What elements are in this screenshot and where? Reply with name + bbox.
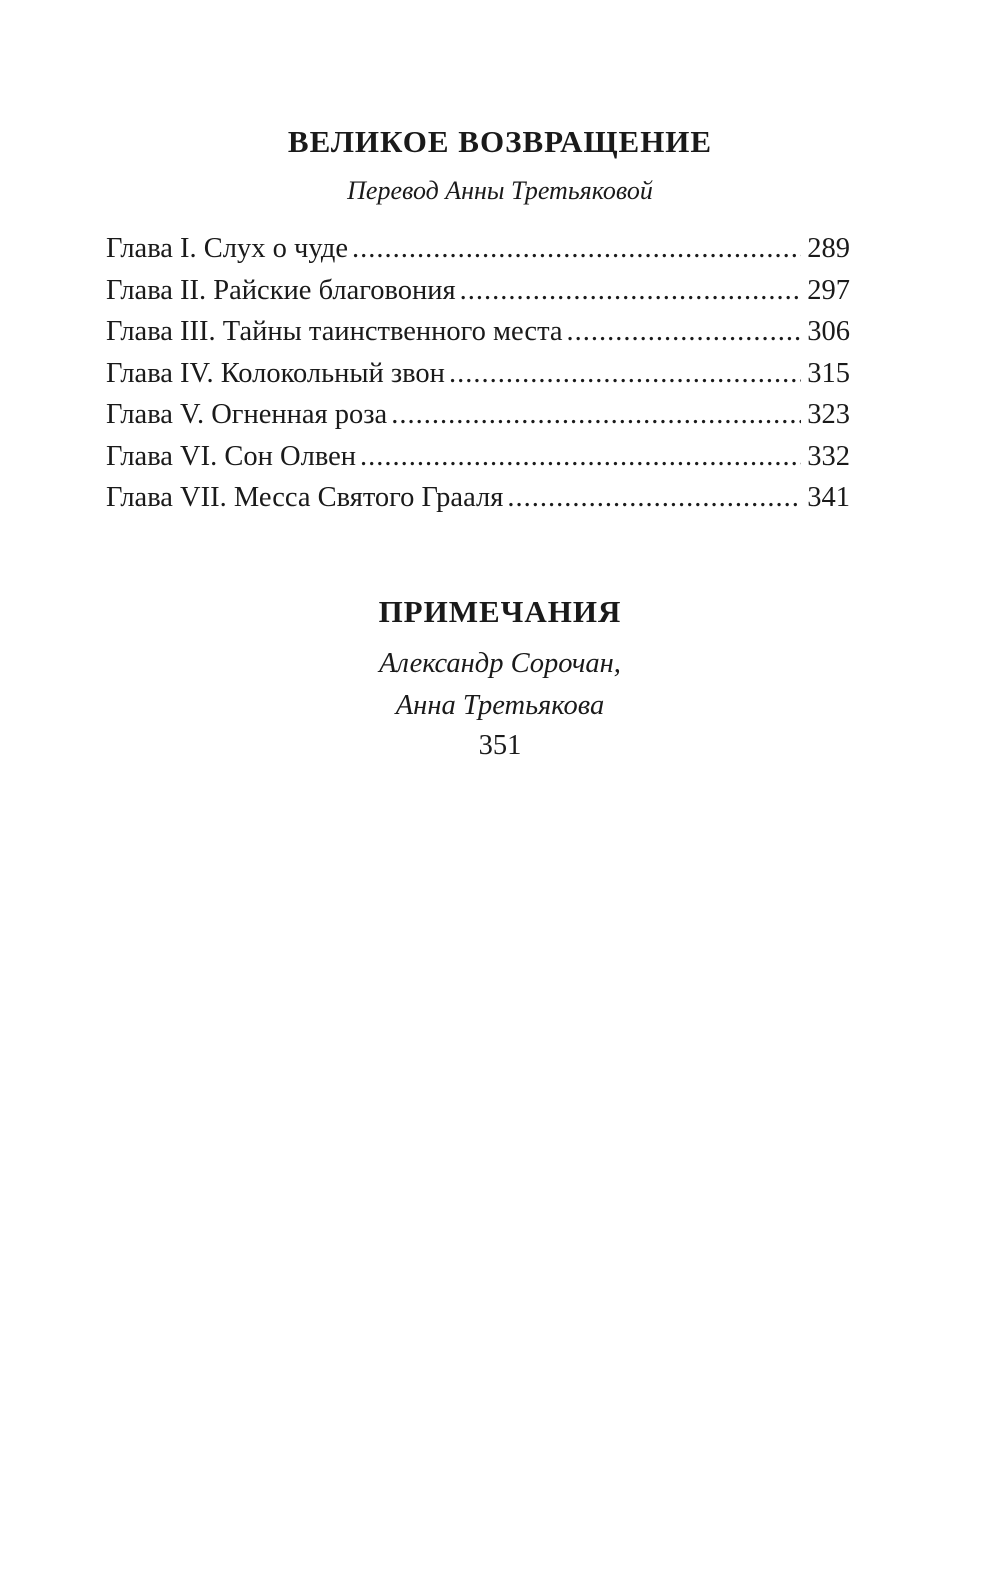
- chapter-title: Глава IV. Колокольный звон: [106, 357, 445, 389]
- dot-leader: [449, 353, 801, 395]
- toc-entry[interactable]: [106, 311, 850, 353]
- chapter-page-number: 297: [807, 274, 850, 306]
- chapter-page-number: 341: [807, 482, 850, 513]
- toc-entry[interactable]: [106, 228, 850, 270]
- notes-author-line-2: Анна Третьякова: [395, 690, 605, 721]
- toc-entry[interactable]: [106, 353, 850, 395]
- dot-leader: [352, 228, 801, 270]
- dot-leader: [391, 394, 801, 436]
- table-of-contents: [106, 228, 850, 519]
- chapter-title: Глава V. Огненная роза: [106, 399, 388, 430]
- chapter-page-number: 315: [807, 357, 850, 389]
- chapter-title: Глава I. Слух о чуде: [106, 233, 348, 264]
- dot-leader: [460, 270, 802, 312]
- chapter-page-number: 332: [807, 440, 850, 472]
- toc-entry[interactable]: [106, 394, 850, 436]
- notes-title: ПРИМЕЧАНИЯ: [378, 594, 622, 629]
- chapter-page-number: 306: [807, 316, 850, 347]
- notes-page-number[interactable]: 351: [478, 730, 522, 761]
- chapter-title: Глава II. Райские благовония: [106, 274, 456, 306]
- dot-leader: [507, 477, 801, 519]
- chapter-title: Глава VII. Месса Святого Грааля: [106, 482, 504, 513]
- notes-author-line-1: Александр Сорочан,: [379, 648, 621, 679]
- toc-entry[interactable]: [106, 436, 850, 478]
- toc-entry[interactable]: [106, 270, 850, 312]
- chapter-title: Глава III. Тайны таинственного места: [106, 316, 563, 347]
- dot-leader: [567, 311, 802, 353]
- section-title: ВЕЛИКОЕ ВОЗВРАЩЕНИЕ: [287, 124, 713, 159]
- chapter-page-number: 323: [807, 399, 850, 430]
- translator-subtitle: Перевод Анны Третьяковой: [347, 176, 653, 205]
- toc-entry[interactable]: [106, 477, 850, 519]
- dot-leader: [360, 436, 801, 478]
- chapter-page-number: 289: [807, 233, 850, 264]
- chapter-title: Глава VI. Сон Олвен: [106, 440, 357, 472]
